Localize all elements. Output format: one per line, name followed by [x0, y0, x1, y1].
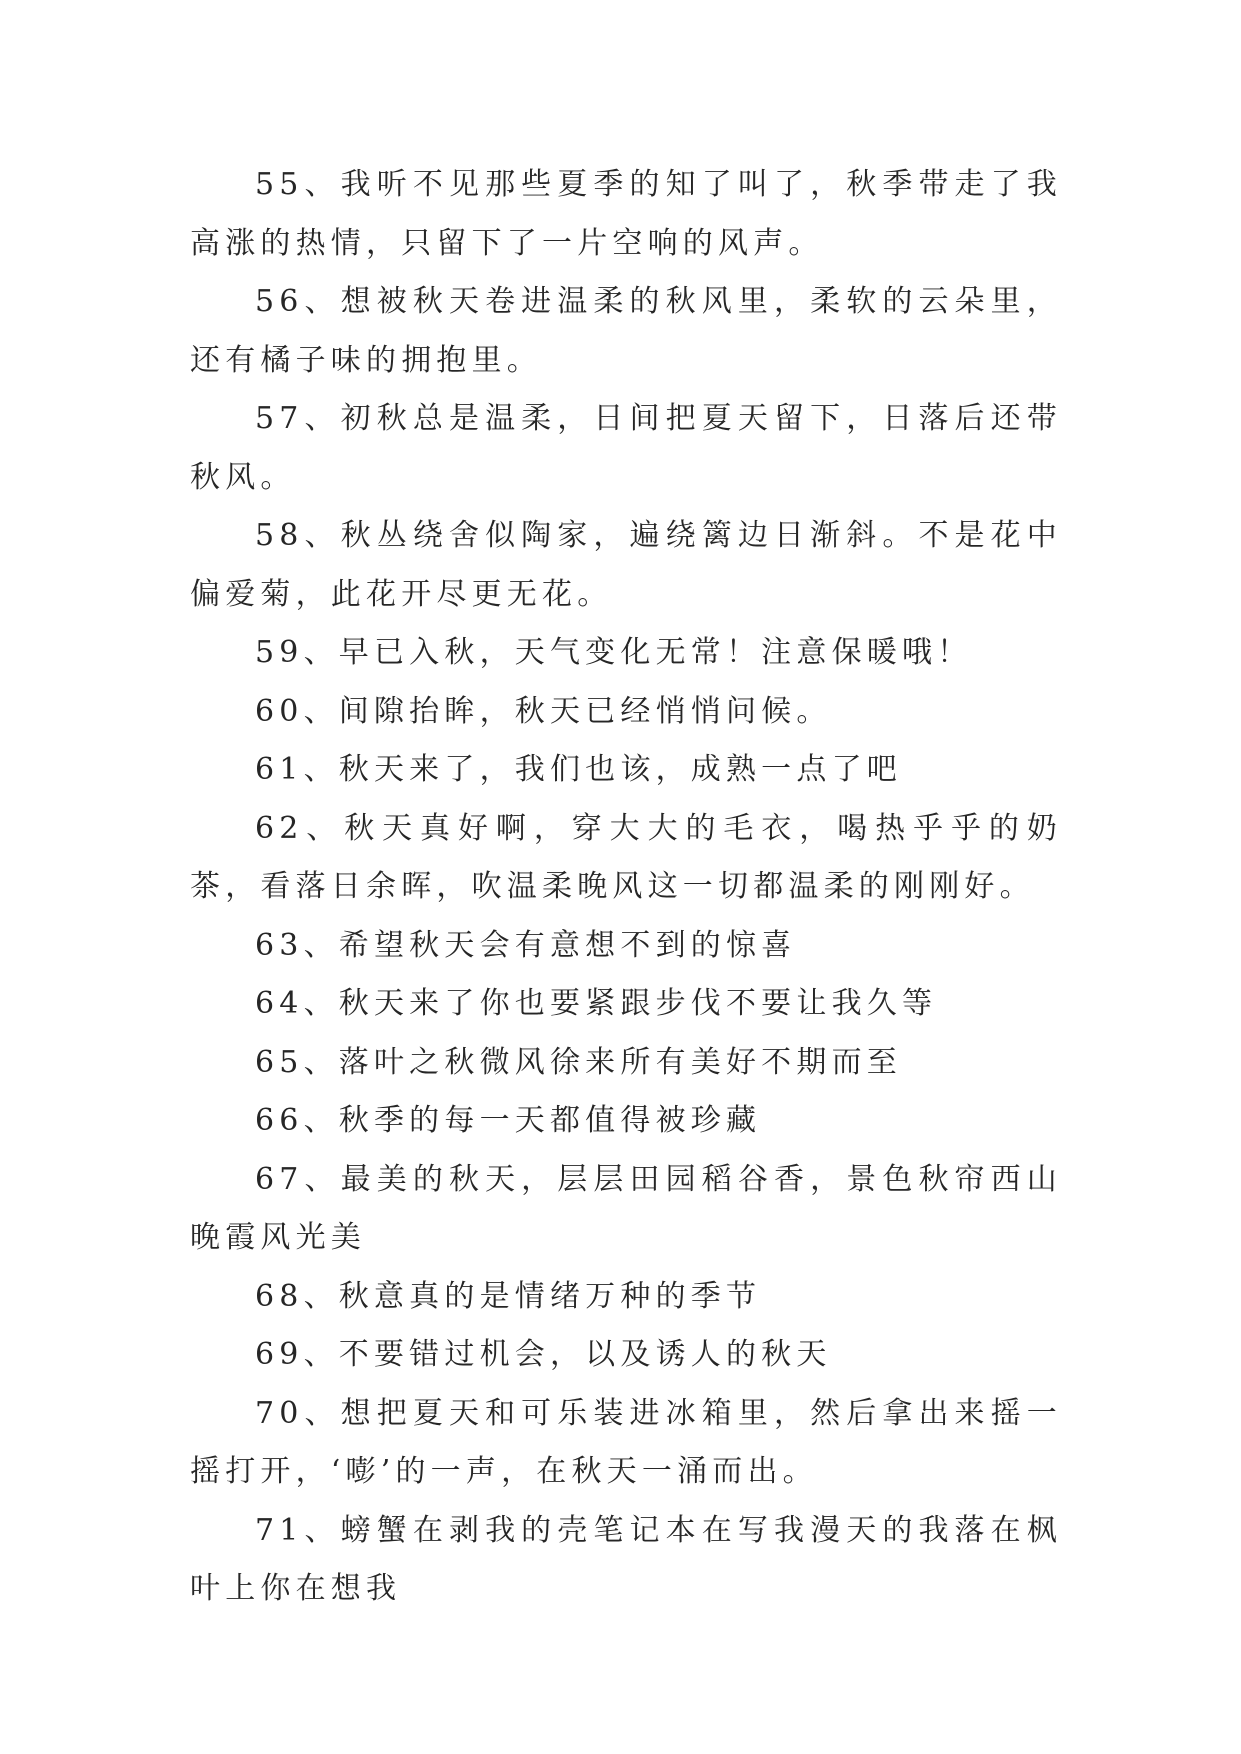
paragraph-64: 64、秋天来了你也要紧跟步伐不要让我久等: [255, 986, 938, 1021]
paragraph-70: 70、想把夏天和可乐装进冰箱里，然后拿出来摇一摇打开，‘嘭’的一声，在秋天一涌而出。: [190, 1395, 1062, 1489]
paragraph-56: 56、想被秋天卷进温柔的秋风里，柔软的云朵里，还有橘子味的拥抱里。: [190, 284, 1062, 378]
paragraph-59: 59、早已入秋，天气变化无常！注意保暖哦！: [255, 635, 973, 670]
paragraph-69: 69、不要错过机会，以及诱人的秋天: [255, 1337, 832, 1372]
paragraph-68: 68、秋意真的是情绪万种的季节: [255, 1278, 762, 1314]
paragraph-71: 71、螃蟹在剥我的壳笔记本在写我漫天的我落在枫叶上你在想我: [190, 1512, 1062, 1606]
paragraph-65: 65、落叶之秋微风徐来所有美好不期而至: [255, 1044, 902, 1080]
paragraph-62: 62、秋天真好啊，穿大大的毛衣，喝热乎乎的奶茶，看落日余晖，吹温柔晚风这一切都温柔的刚刚好。: [190, 810, 1062, 904]
paragraph-67: 67、最美的秋天，层层田园稻谷香，景色秋帘西山晚霞风光美: [190, 1161, 1062, 1255]
paragraph-66: 66、秋季的每一天都值得被珍藏: [255, 1103, 762, 1138]
paragraph-61: 61、秋天来了，我们也该，成熟一点了吧: [255, 752, 902, 787]
paragraph-55: 55、我听不见那些夏季的知了叫了，秋季带走了我高涨的热情，只留下了一片空响的风声。: [190, 167, 1062, 261]
paragraph-63: 63、希望秋天会有意想不到的惊喜: [255, 927, 797, 963]
paragraph-57: 57、初秋总是温柔，日间把夏天留下，日落后还带秋风。: [190, 401, 1062, 495]
paragraph-60: 60、间隙抬眸，秋天已经悄悄问候。: [255, 693, 832, 729]
document-body: [190, 156, 1062, 1619]
paragraph-58: 58、秋丛绕舍似陶家，遍绕篱边日渐斜。不是花中偏爱菊，此花开尽更无花。: [190, 518, 1062, 612]
